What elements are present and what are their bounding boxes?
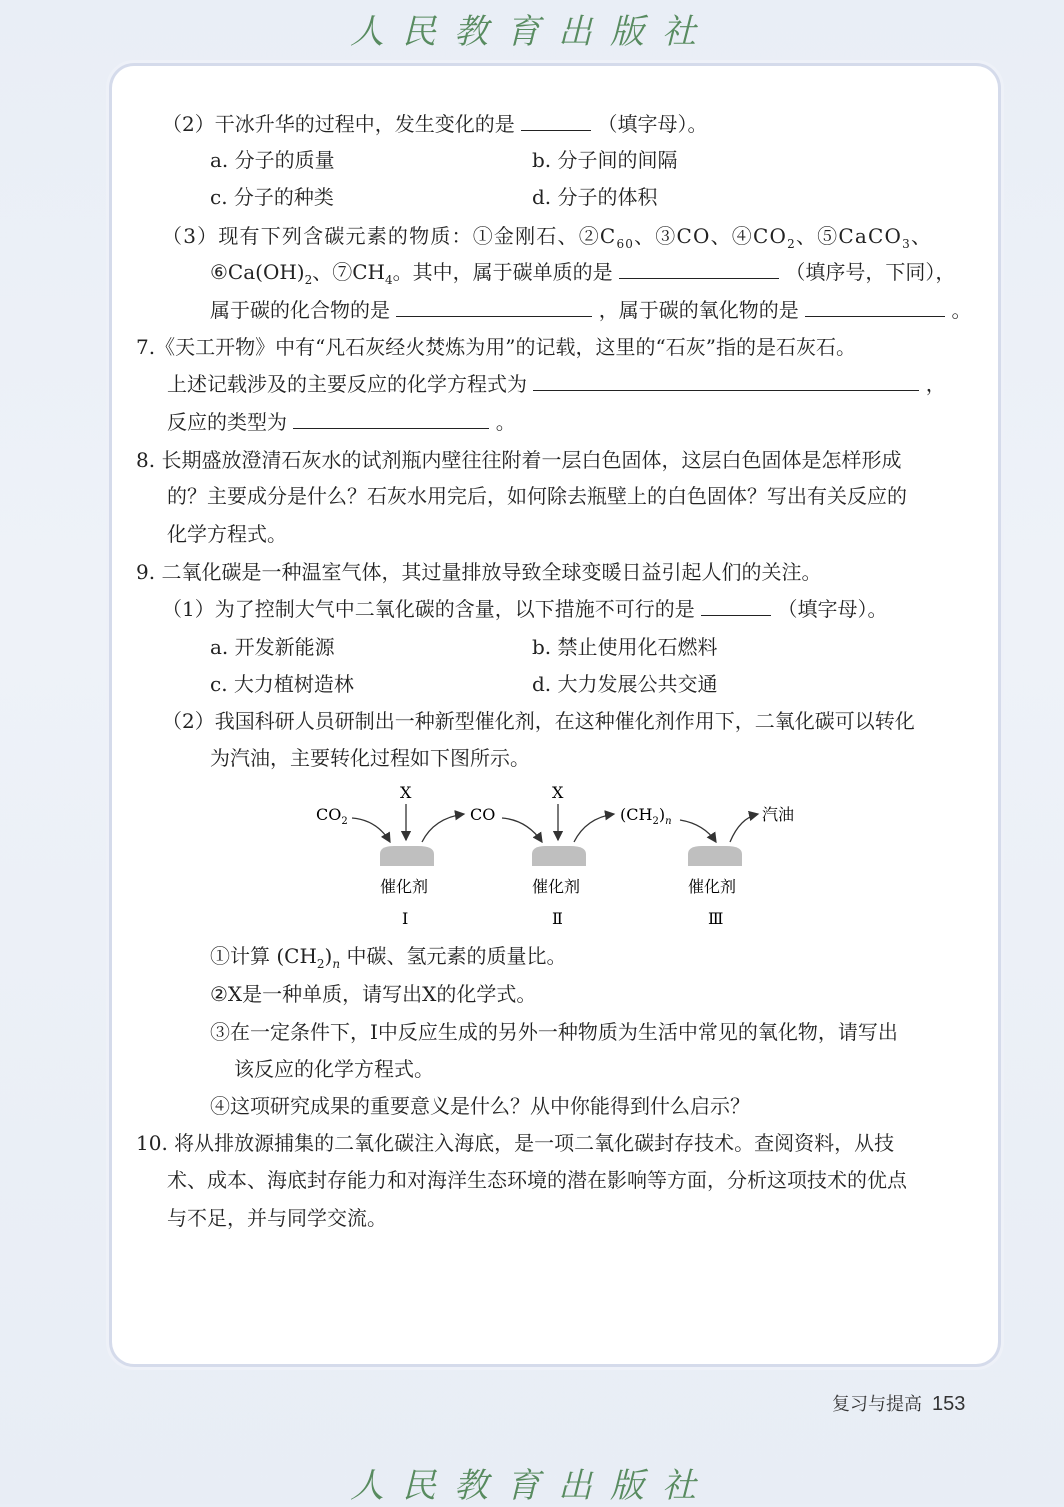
q6-part3-line2: $⑥Ca(OH)_2$、$⑦CH_4$。其中，属于碳单质的是 （填序号，下同），	[210, 260, 956, 287]
q9-option-d: d. 大力发展公共交通	[532, 672, 718, 696]
q9-part2-line2: 为汽油，主要转化过程如下图所示。	[210, 746, 530, 770]
co-label: CO	[470, 805, 496, 824]
section-title: 复习与提高	[832, 1394, 922, 1415]
q6-option-d: d. 分子的体积	[532, 185, 658, 209]
q8-line1: 8. 长期盛放澄清石灰水的试剂瓶内壁往往附着一层白色固体，这层白色固体是怎样形成	[136, 448, 902, 472]
answer-blank[interactable]	[533, 372, 919, 391]
q9-part2-line1: （2）我国科研人员研制出一种新型催化剂，在这种催化剂作用下，二氧化碳可以转化	[162, 709, 915, 733]
q7-line2: 上述记载涉及的主要反应的化学方程式为 ，	[167, 372, 946, 396]
gasoline-label: 汽油	[762, 805, 795, 824]
q6-part2: （2）干冰升华的过程中，发生变化的是 （填字母）。	[162, 112, 708, 136]
publisher-watermark-bottom: 人民教育出版社	[350, 1466, 714, 1506]
page-footer	[832, 1390, 965, 1416]
catalyst-label-3: 催化剂	[688, 877, 737, 896]
catalyst-label-1: 催化剂	[380, 877, 429, 896]
answer-blank[interactable]	[293, 410, 489, 429]
exercise-card	[112, 66, 998, 1364]
q9-sub3-line2: 该反应的化学方程式。	[234, 1057, 434, 1081]
page-number: 153	[932, 1393, 966, 1415]
q10-line1: 10. 将从排放源捕集的二氧化碳注入海底，是一项二氧化碳封存技术。查阅资料，从技	[136, 1131, 895, 1155]
q6-part3-line3: 属于碳的化合物的是 ，属于碳的氧化物的是 。	[210, 298, 972, 322]
q9-option-a: a. 开发新能源	[210, 635, 335, 659]
q7-line1: 7.《天工开物》中有“凡石灰经火焚炼为用”的记载，这里的“石灰”指的是石灰石。	[136, 335, 856, 359]
q7-line3: 反应的类型为 。	[167, 410, 516, 434]
ch2n-label: $(CH_2)_n$	[620, 805, 672, 827]
publisher-watermark-top: 人民教育出版社	[350, 12, 714, 52]
stage-label-3: Ⅲ	[708, 909, 724, 928]
answer-blank[interactable]	[619, 260, 779, 279]
arrow-out-3	[730, 814, 758, 842]
arrow-in-1	[352, 818, 390, 842]
stage-label-1: Ⅰ	[402, 909, 409, 928]
q9-option-c: c. 大力植树造林	[210, 672, 354, 696]
arrow-in-3	[680, 820, 716, 842]
q10-line3: 与不足，并与同学交流。	[167, 1206, 387, 1230]
q6-option-a: a. 分子的质量	[210, 148, 335, 172]
q6-part3-line1: （3）现有下列含碳元素的物质：①金刚石、$②C_{60}$、③CO、$④CO_2$、⑤CaCO$_3$、	[162, 224, 933, 251]
q6-option-b: b. 分子间的间隔	[532, 148, 678, 172]
catalyst-shape-1	[380, 846, 434, 866]
q9-line1: 9. 二氧化碳是一种温室气体，其过量排放导致全球变暖日益引起人们的关注。	[136, 560, 822, 584]
q9-sub2: ②X是一种单质，请写出X的化学式。	[210, 982, 537, 1006]
catalyst-shape-2	[532, 846, 586, 866]
x-label-2: X	[552, 783, 564, 802]
q10-line2: 术、成本、海底封存能力和对海洋生态环境的潜在影响等方面，分析这项技术的优点	[167, 1168, 907, 1192]
q9-sub3-line1: ③在一定条件下，Ⅰ中反应生成的另外一种物质为生活中常见的氧化物，请写出	[210, 1020, 898, 1044]
q8-line2: 的？主要成分是什么？石灰水用完后，如何除去瓶壁上的白色固体？写出有关反应的	[167, 484, 907, 508]
catalyst-shape-3	[688, 846, 742, 866]
stage-label-2: Ⅱ	[552, 909, 563, 928]
q6-option-c: c. 分子的种类	[210, 185, 334, 209]
arrow-out-1	[422, 814, 464, 842]
co2-label: $CO_2$	[316, 805, 348, 827]
q9-option-b: b. 禁止使用化石燃料	[532, 635, 718, 659]
answer-blank[interactable]	[701, 597, 771, 616]
answer-blank[interactable]	[396, 298, 592, 317]
arrow-out-2	[574, 814, 614, 842]
answer-blank[interactable]	[521, 112, 591, 131]
arrow-in-2	[502, 818, 542, 842]
catalyst-label-2: 催化剂	[532, 877, 581, 896]
x-label-1: X	[400, 783, 412, 802]
q9-part1: （1）为了控制大气中二氧化碳的含量，以下措施不可行的是 （填字母）。	[162, 597, 888, 621]
answer-blank[interactable]	[805, 298, 945, 317]
q8-line3: 化学方程式。	[167, 522, 287, 546]
q9-sub1: ①计算 $(CH_2)_n$ 中碳、氢元素的质量比。	[210, 944, 567, 971]
q9-sub4: ④这项研究成果的重要意义是什么？从中你能得到什么启示？	[210, 1094, 750, 1118]
conversion-diagram	[302, 778, 822, 928]
